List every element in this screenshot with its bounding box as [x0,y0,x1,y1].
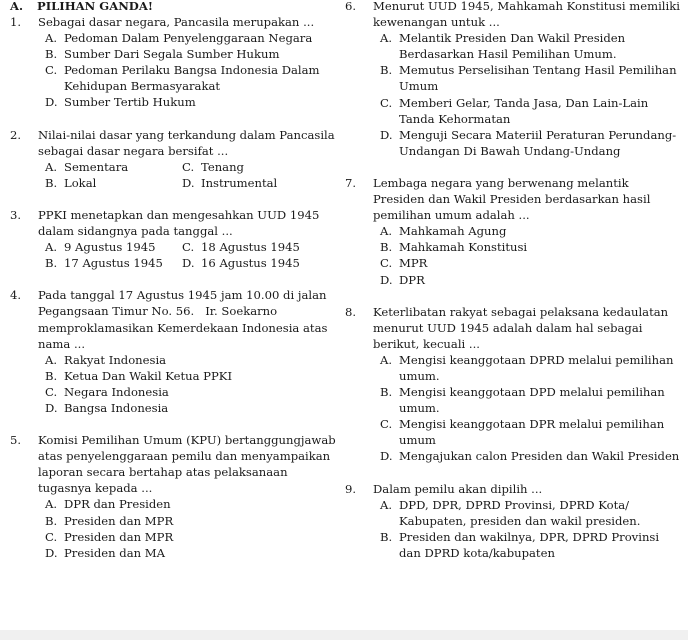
option-d[interactable] [10,94,340,110]
option-a[interactable] [10,352,340,368]
option-text: Sumber Tertib Hukum [64,95,196,110]
option-b[interactable] [45,255,182,271]
option-a[interactable] [45,239,182,255]
option-label: A. [380,31,393,46]
option-text: Mengisi keanggotaan DPRD melalui pemilihan umum. [399,352,674,383]
option-text: Mengisi keanggotaan DPD melalui pemilihan umum. [399,385,665,416]
option-text: Menguji Secara Materiil Peraturan Perundang-Undangan Di Bawah Undang-Undang [399,127,677,158]
question-text: Menurut UUD 1945, Mahkamah Konstitusi memiliki kewenangan untuk ... [373,0,680,30]
option-label: A. [380,224,393,239]
option-text: Presiden dan MPR [64,513,174,528]
question-number: 8. [345,304,357,319]
option-c[interactable] [345,255,680,271]
option-text: 18 Agustus 1945 [201,240,300,255]
option-a[interactable] [10,30,340,46]
option-c[interactable] [182,239,300,255]
option-text: Lokal [64,175,97,190]
option-label: A. [45,159,58,174]
option-label: C. [45,384,58,399]
option-d[interactable] [345,272,680,288]
option-text: Pedoman Dalam Penyelenggaraan Negara [64,31,313,46]
question-number: 3. [10,207,22,222]
option-b[interactable] [345,62,680,94]
option-c[interactable] [345,416,680,448]
question-text: Nilai-nilai dasar yang terkandung dalam Pancasila sebagai dasar negara bersifat ... [38,127,335,158]
option-a[interactable] [345,223,680,239]
option-label: B. [380,385,393,400]
option-text: Mengisi keanggotaan DPR melalui pemilihan umum [399,417,665,448]
question-number: 2. [10,127,22,142]
option-label: D. [380,449,393,464]
question-number: 9. [345,481,357,496]
option-a[interactable] [45,159,182,175]
option-text: Negara Indonesia [64,384,169,399]
option-text: Melantik Presiden Dan Wakil Presiden Berdasarkan Hasil Pemilihan Umum. [399,31,626,62]
option-label: C. [182,159,195,174]
question-3 [10,207,340,271]
option-label: C. [380,95,393,110]
option-b[interactable] [345,239,680,255]
option-a[interactable] [345,497,680,529]
bottom-edge-strip [0,630,688,640]
option-text: Presiden dan wakilnya, DPR, DPRD Provinsi dan DPRD kota/kabupaten [399,529,660,560]
option-label: D. [45,95,58,110]
option-a[interactable] [10,496,340,512]
option-text: MPR [399,256,428,271]
option-text: DPR [399,272,425,287]
option-d[interactable] [10,545,340,561]
option-a[interactable] [345,352,680,384]
question-text: Lembaga negara yang berwenang melantik Presiden dan Wakil Presiden berdasarkan hasil pemilihan umum adalah ... [373,175,651,223]
option-label: D. [182,175,195,190]
option-label: D. [45,545,58,560]
option-c[interactable] [10,529,340,545]
option-text: Memutus Perselisihan Tentang Hasil Pemilihan Umum [399,63,677,94]
option-text: Pedoman Perilaku Bangsa Indonesia Dalam Kehidupan Bermasyarakat [64,63,320,94]
option-label: A. [45,31,58,46]
option-text: Memberi Gelar, Tanda Jasa, Dan Lain-Lain Tanda Kehormatan [399,95,649,126]
question-7 [345,175,680,288]
option-label: B. [45,256,58,271]
question-number: 1. [10,15,22,29]
option-label: B. [380,240,393,255]
option-d[interactable] [182,175,277,191]
left-column [10,0,340,561]
option-b[interactable] [345,529,680,561]
option-label: A. [45,240,58,255]
option-label: C. [45,529,58,544]
option-label: C. [380,256,393,271]
option-label: C. [380,417,393,432]
question-4 [10,287,340,416]
option-text: 17 Agustus 1945 [64,256,163,271]
option-text: Sumber Dari Segala Sumber Hukum [64,47,280,62]
option-text: Rakyat Indonesia [64,352,167,367]
option-d[interactable] [345,127,680,159]
option-text: Sementara [64,159,129,174]
question-5 [10,432,340,561]
question-number: 4. [10,288,22,303]
option-text: 9 Agustus 1945 [64,240,156,255]
question-number: 6. [345,0,357,13]
option-label: A. [45,497,58,512]
question-text: Komisi Pemilihan Umum (KPU) bertanggungjawab atas penyelenggaraan pemilu dan menyampaikan laporan secara bertahap atas pelaksanaan tugasnya kepada ... [38,433,336,496]
option-c[interactable] [182,159,244,175]
question-text: PPKI menetapkan dan mengesahkan UUD 1945 dalam sidangnya pada tanggal ... [38,207,320,239]
option-b[interactable] [10,513,340,529]
right-column [345,0,680,561]
option-c[interactable] [10,62,340,94]
option-b[interactable] [10,368,340,384]
option-a[interactable] [345,30,680,62]
option-text: Mahkamah Konstitusi [399,240,528,255]
option-label: A. [380,497,393,512]
option-c[interactable] [10,384,340,400]
option-text: Instrumental [201,175,278,190]
question-text: Dalam pemilu akan dipilih ... [373,481,543,496]
question-text: Sebagai dasar negara, Pancasila merupakan ... [38,15,315,29]
option-label: C. [182,240,195,255]
option-c[interactable] [345,95,680,127]
question-number: 7. [345,175,357,190]
section-header [10,0,340,14]
option-label: B. [45,175,58,190]
question-text: Keterlibatan rakyat sebagai pelaksana kedaulatan menurut UUD 1945 adalah dalam hal sebagai berikut, kecuali ... [373,304,669,351]
option-label: B. [45,513,58,528]
option-b[interactable] [345,384,680,416]
question-6 [345,0,680,159]
question-1 [10,14,340,111]
option-d[interactable] [345,448,680,464]
question-8 [345,304,680,465]
option-text: 16 Agustus 1945 [201,256,300,271]
option-label: B. [45,368,58,383]
option-b[interactable] [45,175,182,191]
section-title: PILIHAN GANDA! [37,0,153,13]
option-b[interactable] [10,46,340,62]
option-label: D. [380,272,393,287]
option-text: Mengajukan calon Presiden dan Wakil Presiden [399,449,680,464]
question-number: 5. [10,433,22,448]
option-label: D. [45,400,58,415]
option-label: B. [45,47,58,62]
option-text: Presiden dan MPR [64,529,174,544]
option-label: D. [380,127,393,142]
question-2 [10,127,340,191]
option-text: Presiden dan MA [64,545,166,560]
option-text: DPD, DPR, DPRD Provinsi, DPRD Kota/ Kabupaten, presiden dan wakil presiden. [399,497,641,528]
option-label: A. [45,352,58,367]
option-text: Tenang [201,159,244,174]
option-text: Mahkamah Agung [399,224,507,239]
option-label: C. [45,63,58,78]
option-label: B. [380,63,393,78]
section-letter: A. [10,0,24,13]
option-label: A. [380,352,393,367]
option-text: DPR dan Presiden [64,497,171,512]
option-label: B. [380,529,393,544]
option-label: D. [182,256,195,271]
question-text: Pada tanggal 17 Agustus 1945 jam 10.00 di jalan Pegangsaan Timur No. 56. Ir. Soekarno memproklamasikan Kemerdekaan Indonesia atas nama ... [38,288,332,351]
option-d[interactable] [10,400,340,416]
option-text: Ketua Dan Wakil Ketua PPKI [64,368,233,383]
option-text: Bangsa Indonesia [64,400,169,415]
option-d[interactable] [182,255,300,271]
question-9 [345,481,680,561]
